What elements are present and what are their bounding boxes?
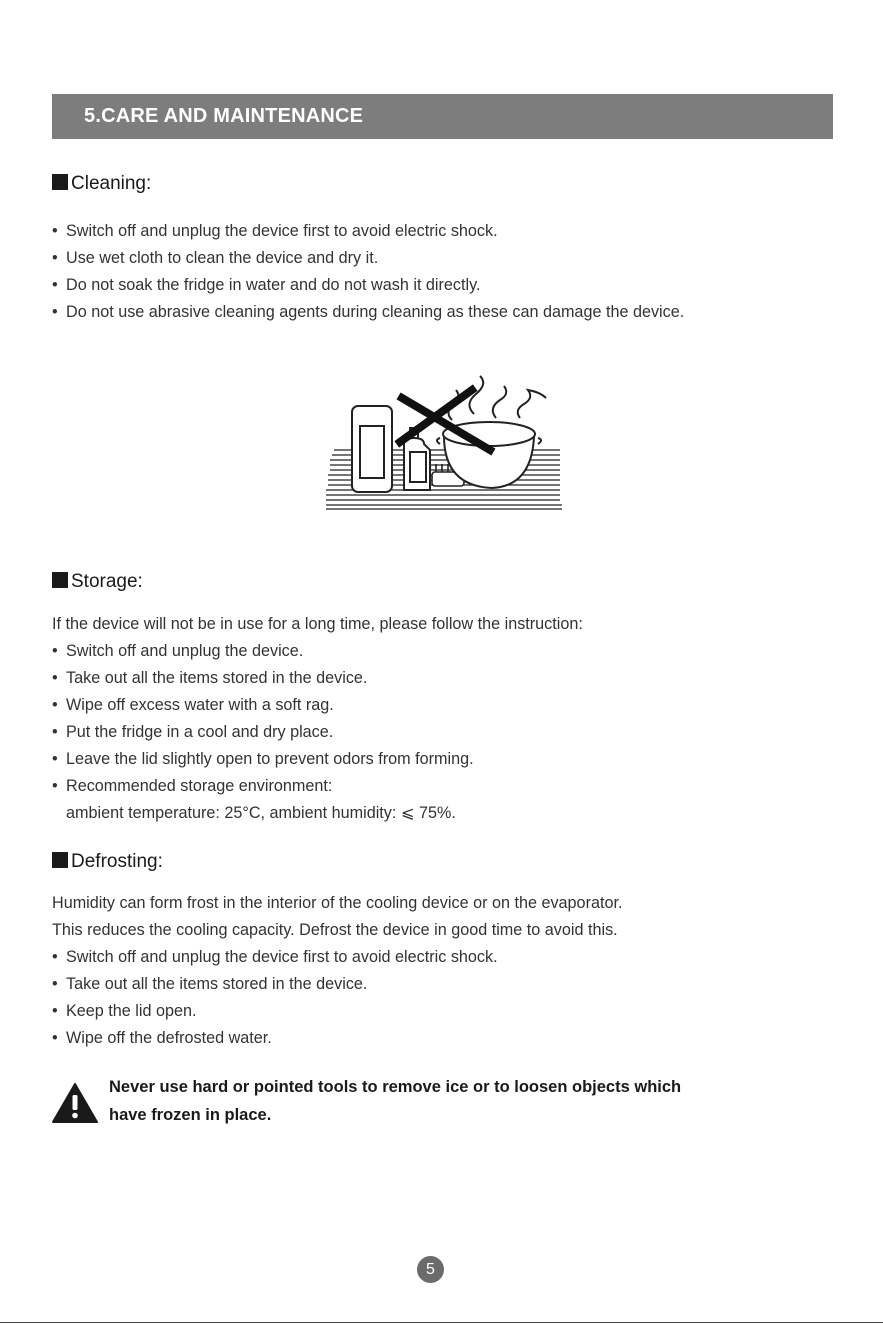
list-item — [52, 773, 842, 800]
list-item-text: Wipe off the defrosted water. — [66, 1029, 272, 1047]
defrosting-heading — [52, 850, 163, 874]
warning-line: have frozen in place. — [109, 1106, 272, 1124]
bullet-icon: • — [52, 222, 58, 240]
list-item — [52, 692, 842, 719]
list-item-text: Switch off and unplug the device. — [66, 642, 304, 660]
bullet-icon: • — [52, 750, 58, 768]
list-item-text: Take out all the items stored in the device. — [66, 669, 368, 687]
list-item-text: Use wet cloth to clean the device and dry it. — [66, 249, 379, 267]
list-item — [52, 299, 842, 326]
bullet-icon: • — [52, 948, 58, 966]
list-item — [52, 998, 842, 1025]
list-item-text: Take out all the items stored in the device. — [66, 975, 368, 993]
page-number-badge: 5 — [417, 1256, 444, 1283]
cleaning-list — [52, 218, 842, 326]
defrosting-heading-text: Defrosting: — [71, 851, 163, 872]
heading-square-icon — [52, 572, 68, 588]
bullet-icon: • — [52, 642, 58, 660]
storage-heading — [52, 570, 143, 594]
list-item — [52, 746, 842, 773]
bullet-icon: • — [52, 1002, 58, 1020]
list-item — [52, 971, 842, 998]
list-item — [52, 944, 842, 971]
bullet-icon: • — [52, 975, 58, 993]
bullet-icon: • — [52, 723, 58, 741]
list-item — [52, 665, 842, 692]
cleaning-heading-text: Cleaning: — [71, 173, 152, 194]
list-item — [52, 1025, 842, 1052]
storage-intro: If the device will not be in use for a long time, please follow the instruction: — [52, 615, 583, 633]
bullet-icon: • — [52, 669, 58, 687]
storage-environment-text: ambient temperature: 25°C, ambient humidity: ⩽ 75%. — [66, 804, 456, 822]
list-item-text: Do not soak the fridge in water and do not wash it directly. — [66, 276, 481, 294]
storage-list — [52, 611, 842, 827]
list-item-text: Wipe off excess water with a soft rag. — [66, 696, 334, 714]
bullet-icon: • — [52, 303, 58, 321]
list-item — [52, 245, 842, 272]
list-item-text: Keep the lid open. — [66, 1002, 197, 1020]
canister — [352, 406, 392, 492]
list-item-text: Leave the lid slightly open to prevent odors from forming. — [66, 750, 474, 768]
heading-square-icon — [52, 174, 68, 190]
warning-line: Never use hard or pointed tools to remove ice or to loosen objects which — [109, 1078, 682, 1096]
list-item-text: Switch off and unplug the device first to avoid electric shock. — [66, 948, 498, 966]
list-item-text: Do not use abrasive cleaning agents during cleaning as these can damage the device. — [66, 303, 685, 321]
list-item — [52, 218, 842, 245]
heading-square-icon — [52, 852, 68, 868]
warning-message — [109, 1073, 809, 1129]
list-item-text: Switch off and unplug the device first to avoid electric shock. — [66, 222, 498, 240]
defrosting-intro-line: Humidity can form frost in the interior of the cooling device or on the evaporator. — [52, 894, 623, 912]
bullet-icon: • — [52, 777, 58, 795]
bullet-icon: • — [52, 1029, 58, 1047]
storage-heading-text: Storage: — [71, 571, 143, 592]
no-abrasive-cleaners-illustration — [320, 368, 568, 513]
warning-triangle-icon — [52, 1082, 98, 1124]
bullet-icon: • — [52, 276, 58, 294]
section-title-banner: 5.CARE AND MAINTENANCE — [52, 94, 833, 139]
defrosting-intro-line: This reduces the cooling capacity. Defrost the device in good time to avoid this. — [52, 921, 618, 939]
list-item — [52, 638, 842, 665]
bottom-divider — [0, 1322, 883, 1323]
cleaning-heading — [52, 172, 151, 196]
bullet-icon: • — [52, 696, 58, 714]
defrosting-list — [52, 890, 842, 1052]
list-item-text: Recommended storage environment: — [66, 777, 333, 795]
list-item — [52, 272, 842, 299]
bullet-icon: • — [52, 249, 58, 267]
list-item — [52, 719, 842, 746]
list-item-text: Put the fridge in a cool and dry place. — [66, 723, 334, 741]
storage-environment — [52, 800, 842, 827]
